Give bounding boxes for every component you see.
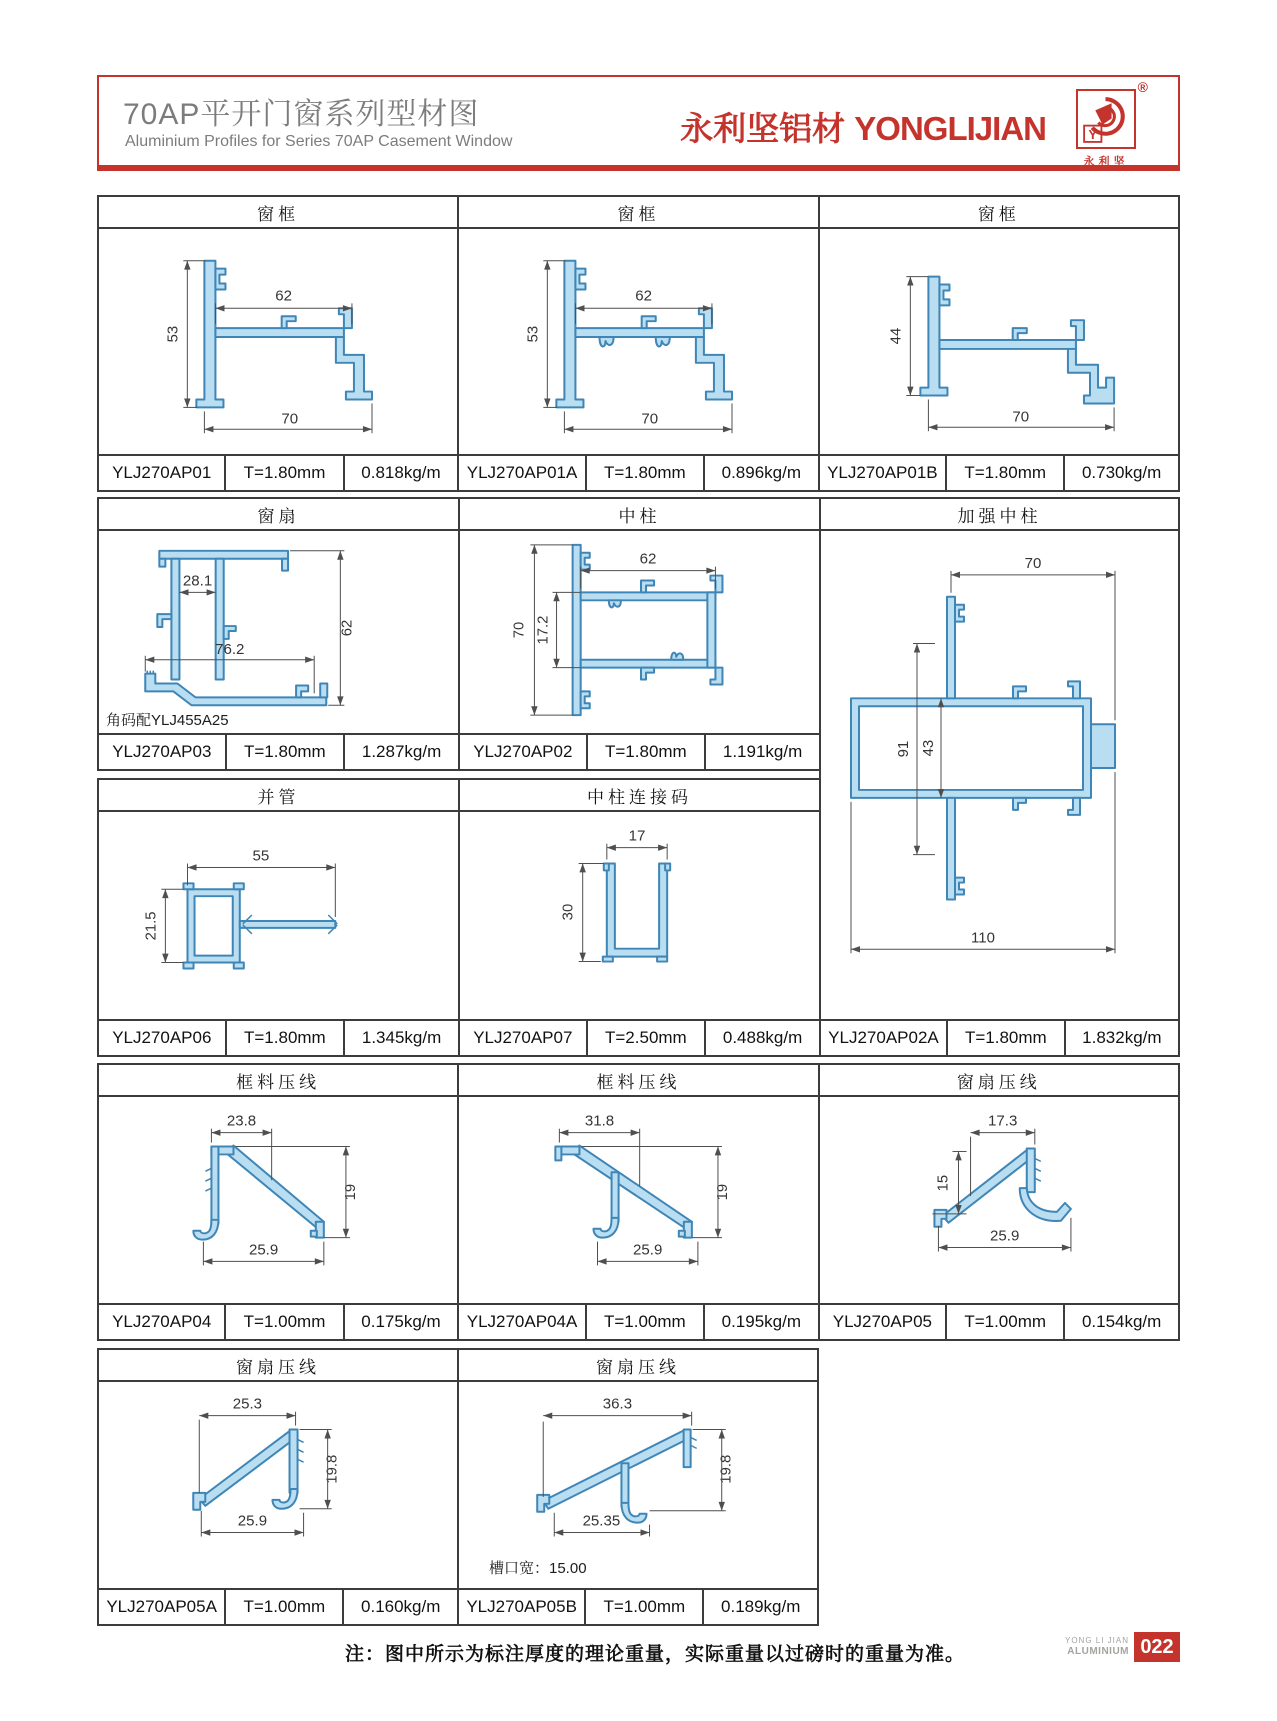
profile-thickness: T=1.80mm bbox=[585, 456, 703, 490]
svg-text:19.8: 19.8 bbox=[323, 1454, 341, 1484]
profile-thickness: T=2.50mm bbox=[586, 1021, 704, 1055]
profile-model: YLJ270AP04 bbox=[112, 1312, 212, 1331]
profile-drawing-area bbox=[821, 531, 1178, 1019]
svg-text:70: 70 bbox=[510, 621, 528, 639]
profile-card-ylj270ap03 bbox=[99, 499, 458, 769]
logo-caption: 永利坚 bbox=[1083, 156, 1129, 168]
profile-card-ylj270ap04a bbox=[457, 1065, 817, 1339]
profile-drawing-area bbox=[459, 1382, 817, 1588]
brand-logo bbox=[1076, 89, 1136, 149]
profile-drawing-area bbox=[459, 1097, 817, 1303]
profile-card-inner bbox=[821, 499, 1178, 1055]
profile-shape bbox=[183, 883, 337, 968]
profile-row-5 bbox=[97, 1348, 819, 1626]
profile-weight: 0.730kg/m bbox=[1063, 456, 1178, 490]
profile-drawing-ap04a bbox=[459, 1097, 817, 1303]
dim-left bbox=[142, 889, 183, 962]
profile-category: 框料压线 bbox=[459, 1065, 817, 1097]
profile-row-1 bbox=[97, 195, 1180, 492]
profile-drawing-ap06 bbox=[99, 812, 458, 1019]
profile-weight: 1.287kg/m bbox=[343, 735, 458, 769]
dim-bottom bbox=[204, 403, 372, 433]
profile-card-ylj270ap05a bbox=[99, 1350, 457, 1624]
badge-line1: YONG LI JIAN bbox=[1064, 1636, 1129, 1646]
profile-category: 中柱连接码 bbox=[460, 780, 819, 812]
profile-shape bbox=[537, 1430, 696, 1523]
profile-row-3 bbox=[97, 778, 819, 1057]
brand-en: YONGLIJIAN bbox=[854, 110, 1046, 147]
profile-spec-row bbox=[460, 1019, 819, 1055]
profile-shape bbox=[196, 261, 372, 408]
profile-shape bbox=[145, 551, 327, 705]
profile-category: 并管 bbox=[99, 780, 458, 812]
page-subtitle: Aluminium Profiles for Series 70AP Casement Window bbox=[125, 133, 513, 150]
profile-model: YLJ270AP02A bbox=[828, 1028, 939, 1047]
profile-note: 角码配YLJ455A25 bbox=[106, 712, 229, 729]
profile-shape bbox=[556, 1146, 693, 1238]
logo-monogram: Y bbox=[1088, 126, 1098, 142]
svg-text:25.35: 25.35 bbox=[582, 1512, 621, 1530]
profile-card-ylj270ap05b bbox=[457, 1350, 817, 1624]
profile-thickness: T=1.80mm bbox=[945, 456, 1063, 490]
profile-weight: 0.189kg/m bbox=[702, 1590, 817, 1624]
svg-text:70: 70 bbox=[281, 410, 299, 428]
svg-text:110: 110 bbox=[971, 929, 995, 947]
profile-drawing-area bbox=[820, 229, 1178, 454]
profile-category: 窗框 bbox=[820, 197, 1178, 229]
svg-text:25.9: 25.9 bbox=[633, 1241, 663, 1259]
profile-drawing-ap07 bbox=[460, 812, 819, 1019]
svg-text:44: 44 bbox=[886, 327, 904, 345]
svg-text:53: 53 bbox=[524, 325, 542, 343]
profile-category: 窗框 bbox=[459, 197, 817, 229]
dim-inner bbox=[920, 698, 944, 798]
profile-card-ylj270ap02 bbox=[458, 499, 819, 769]
svg-text:28.1: 28.1 bbox=[182, 572, 213, 590]
profile-model: YLJ270AP05A bbox=[106, 1597, 217, 1616]
profile-shape bbox=[603, 864, 670, 962]
profile-note: 槽口宽：15.00 bbox=[489, 1560, 587, 1577]
svg-text:70: 70 bbox=[1024, 554, 1042, 572]
profile-model: YLJ270AP04A bbox=[466, 1312, 578, 1331]
dim-right bbox=[236, 1147, 359, 1238]
dim-left bbox=[560, 864, 604, 962]
profile-shape bbox=[193, 1430, 303, 1510]
profile-model: YLJ270AP07 bbox=[473, 1028, 573, 1047]
dim-right bbox=[300, 1430, 341, 1509]
profile-card-ylj270ap01a bbox=[457, 197, 817, 490]
profile-spec-row bbox=[820, 1303, 1178, 1339]
profile-shape bbox=[920, 277, 1114, 404]
profile-shape bbox=[851, 597, 1115, 900]
profile-drawing-ap02a bbox=[821, 531, 1178, 1019]
brand-cn: 永利坚铝材 bbox=[680, 110, 846, 147]
profile-weight: 1.832kg/m bbox=[1064, 1021, 1178, 1055]
profile-category: 窗扇压线 bbox=[459, 1350, 817, 1382]
svg-text:25.9: 25.9 bbox=[248, 1241, 279, 1259]
dim-top bbox=[607, 828, 667, 860]
profile-category: 中柱 bbox=[460, 499, 819, 531]
svg-text:62: 62 bbox=[338, 619, 356, 637]
profile-shape bbox=[193, 1146, 323, 1240]
profile-model: YLJ270AP01 bbox=[112, 463, 212, 482]
profile-spec-row bbox=[99, 454, 457, 490]
profile-weight: 0.154kg/m bbox=[1063, 1305, 1178, 1339]
svg-text:70: 70 bbox=[641, 410, 659, 428]
profile-drawing-area bbox=[459, 229, 817, 454]
dim-bottom bbox=[598, 1242, 698, 1266]
svg-text:70: 70 bbox=[1012, 408, 1029, 426]
svg-text:19: 19 bbox=[341, 1183, 359, 1201]
profile-spec-row bbox=[460, 733, 819, 769]
profile-row-2 bbox=[97, 497, 819, 771]
profile-model: YLJ270AP01B bbox=[827, 463, 938, 482]
registered-mark: ® bbox=[1137, 79, 1148, 95]
svg-text:53: 53 bbox=[164, 325, 182, 343]
profile-spec-row bbox=[99, 1019, 458, 1055]
svg-text:55: 55 bbox=[252, 847, 270, 865]
profile-drawing-ap04 bbox=[99, 1097, 457, 1303]
dim-bottom bbox=[565, 403, 733, 433]
profile-thickness: T=1.80mm bbox=[225, 1021, 343, 1055]
badge-brand-text bbox=[1065, 1637, 1129, 1657]
svg-text:62: 62 bbox=[275, 287, 293, 305]
svg-text:62: 62 bbox=[635, 287, 653, 305]
svg-text:30: 30 bbox=[559, 903, 577, 921]
svg-text:25.9: 25.9 bbox=[237, 1512, 268, 1530]
dim-top bbox=[187, 848, 335, 917]
profile-drawing-area bbox=[99, 812, 458, 1019]
page-badge bbox=[1065, 1632, 1180, 1662]
dim-bottom bbox=[201, 1511, 303, 1537]
profile-spec-row bbox=[99, 733, 458, 769]
svg-text:17: 17 bbox=[628, 827, 646, 845]
profile-thickness: T=1.80mm bbox=[586, 735, 704, 769]
brand-logo-icon bbox=[1078, 91, 1134, 147]
badge-line2: ALUMINIUM bbox=[1067, 1645, 1129, 1657]
profile-category: 窗框 bbox=[99, 197, 457, 229]
dim-left bbox=[525, 261, 566, 408]
profile-thickness: T=1.80mm bbox=[946, 1021, 1064, 1055]
profile-drawing-area bbox=[820, 1097, 1178, 1303]
svg-text:21.5: 21.5 bbox=[142, 911, 160, 941]
profile-card-ylj270ap02a bbox=[819, 497, 1180, 1057]
profile-spec-row bbox=[459, 454, 817, 490]
profile-thickness: T=1.00mm bbox=[585, 1305, 703, 1339]
profile-drawing-ap02 bbox=[460, 531, 819, 733]
profile-card-ylj270ap01b bbox=[818, 197, 1178, 490]
profile-spec-row bbox=[459, 1588, 817, 1624]
profile-model: YLJ270AP02 bbox=[473, 742, 573, 761]
svg-text:25.3: 25.3 bbox=[232, 1395, 263, 1413]
profile-card-ylj270ap06 bbox=[99, 780, 458, 1055]
profile-category: 窗扇 bbox=[99, 499, 458, 531]
profile-thickness: T=1.80mm bbox=[224, 456, 342, 490]
profile-drawing-ap05a bbox=[99, 1382, 457, 1588]
profile-spec-row bbox=[99, 1303, 457, 1339]
dim-top bbox=[951, 555, 1115, 720]
svg-text:31.8: 31.8 bbox=[585, 1112, 615, 1130]
profile-drawing-ap03 bbox=[99, 531, 458, 733]
profile-thickness: T=1.00mm bbox=[224, 1305, 342, 1339]
dim-bottom bbox=[938, 1218, 1070, 1252]
page-title: 70AP平开门窗系列型材图 bbox=[123, 98, 480, 131]
svg-text:43: 43 bbox=[919, 739, 938, 757]
svg-text:62: 62 bbox=[639, 550, 657, 568]
profile-spec-row bbox=[459, 1303, 817, 1339]
profile-category: 加强中柱 bbox=[821, 499, 1178, 531]
dim-top bbox=[179, 573, 215, 596]
svg-text:36.3: 36.3 bbox=[602, 1395, 633, 1413]
dim-left bbox=[164, 261, 205, 408]
footnote: 注：图中所示为标注厚度的理论重量，实际重量以过磅时的重量为准。 bbox=[345, 1644, 966, 1665]
profile-weight: 0.175kg/m bbox=[343, 1305, 458, 1339]
profile-weight: 0.896kg/m bbox=[703, 456, 818, 490]
profile-thickness: T=1.00mm bbox=[224, 1590, 342, 1624]
svg-text:76.2: 76.2 bbox=[215, 640, 245, 658]
profile-spec-row bbox=[99, 1588, 457, 1624]
profile-card-ylj270ap01 bbox=[99, 197, 457, 490]
profile-shape bbox=[934, 1149, 1071, 1227]
page-header bbox=[97, 75, 1180, 171]
svg-text:25.9: 25.9 bbox=[989, 1227, 1019, 1245]
profile-category: 窗扇压线 bbox=[99, 1350, 457, 1382]
profile-thickness: T=1.00mm bbox=[584, 1590, 702, 1624]
profile-drawing-ap01b bbox=[820, 229, 1178, 454]
profile-row-4 bbox=[97, 1063, 1180, 1341]
page-number: 022 bbox=[1134, 1632, 1180, 1662]
dim-bottom bbox=[203, 1242, 323, 1266]
profile-drawing-area bbox=[99, 1097, 457, 1303]
svg-text:17.3: 17.3 bbox=[987, 1112, 1017, 1130]
profile-weight: 1.345kg/m bbox=[343, 1021, 458, 1055]
dim-right bbox=[582, 1147, 732, 1238]
profile-drawing-area bbox=[99, 229, 457, 454]
svg-text:19.8: 19.8 bbox=[717, 1454, 735, 1484]
profile-drawing-area bbox=[460, 812, 819, 1019]
profile-weight: 0.818kg/m bbox=[343, 456, 458, 490]
profile-drawing-ap01a bbox=[459, 229, 817, 454]
profile-spec-row bbox=[821, 1019, 1178, 1055]
profile-drawing-area bbox=[99, 1382, 457, 1588]
profile-thickness: T=1.00mm bbox=[945, 1305, 1063, 1339]
profile-drawing-ap05 bbox=[820, 1097, 1178, 1303]
profile-drawing-area bbox=[99, 531, 458, 733]
dim-right bbox=[290, 551, 355, 705]
svg-text:17.2: 17.2 bbox=[534, 615, 552, 645]
svg-text:15: 15 bbox=[934, 1174, 952, 1192]
svg-text:91: 91 bbox=[894, 740, 913, 758]
profile-shape bbox=[557, 261, 733, 408]
profile-weight: 0.160kg/m bbox=[342, 1590, 457, 1624]
profile-model: YLJ270AP03 bbox=[112, 742, 212, 761]
profile-model: YLJ270AP01A bbox=[466, 463, 578, 482]
profile-card-ylj270ap07 bbox=[458, 780, 819, 1055]
svg-text:23.8: 23.8 bbox=[226, 1112, 257, 1130]
profile-card-ylj270ap05 bbox=[818, 1065, 1178, 1339]
profile-weight: 0.488kg/m bbox=[704, 1021, 819, 1055]
profile-drawing-ap01 bbox=[99, 229, 457, 454]
profile-category: 窗扇压线 bbox=[820, 1065, 1178, 1097]
profile-model: YLJ270AP06 bbox=[112, 1028, 212, 1047]
brand-wordmark bbox=[680, 103, 1046, 150]
profile-drawing-area bbox=[460, 531, 819, 733]
profile-weight: 0.195kg/m bbox=[703, 1305, 818, 1339]
profile-thickness: T=1.80mm bbox=[225, 735, 343, 769]
profile-spec-row bbox=[820, 454, 1178, 490]
profile-card-ylj270ap04 bbox=[99, 1065, 457, 1339]
profile-category: 框料压线 bbox=[99, 1065, 457, 1097]
profile-weight: 1.191kg/m bbox=[704, 735, 819, 769]
profile-model: YLJ270AP05 bbox=[832, 1312, 932, 1331]
svg-text:19: 19 bbox=[714, 1183, 732, 1201]
profile-model: YLJ270AP05B bbox=[466, 1597, 577, 1616]
dim-left bbox=[887, 277, 928, 396]
logo-flag bbox=[1095, 103, 1111, 124]
